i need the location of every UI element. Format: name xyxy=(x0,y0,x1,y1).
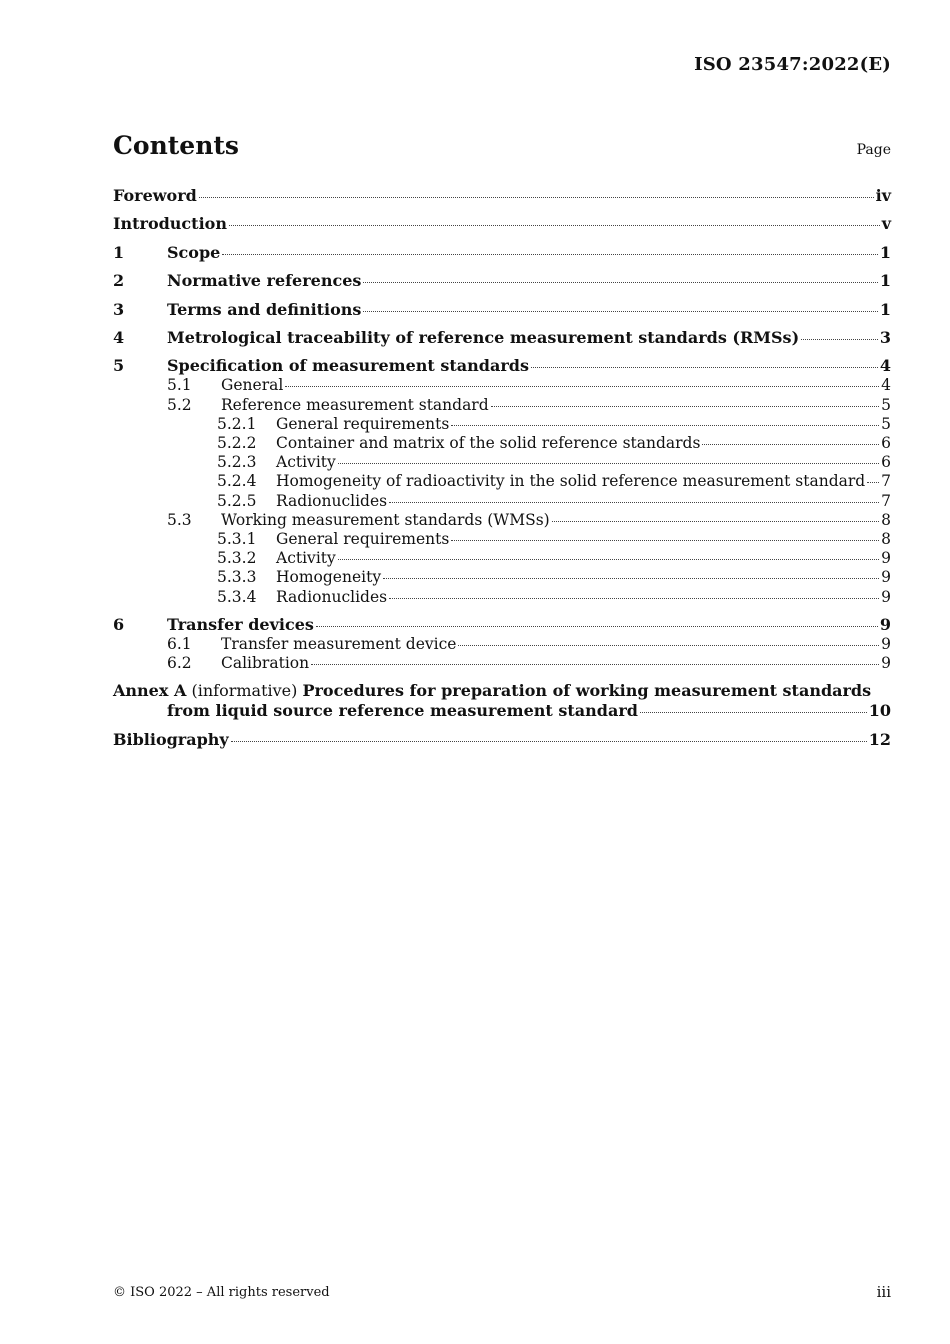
document-id: ISO 23547:2022(E) xyxy=(694,54,891,75)
toc-entry[interactable] xyxy=(113,654,891,673)
toc-entry-number: 4 xyxy=(113,327,125,347)
dot-leader xyxy=(338,463,879,464)
toc-entry-text: Foreword xyxy=(113,186,197,205)
toc-entry-annex-a[interactable] xyxy=(113,681,891,722)
dot-leader xyxy=(338,559,879,560)
dot-leader xyxy=(316,626,878,627)
toc-entry-number: 3 xyxy=(113,299,125,319)
toc-entry-number: 5.2.2 xyxy=(217,433,257,452)
toc-entry[interactable] xyxy=(113,299,891,320)
toc-entry-text: Transfer devices xyxy=(167,615,314,635)
toc-entry-number: 5.1 xyxy=(167,376,192,395)
toc-entry[interactable] xyxy=(113,376,891,395)
toc-entry-page: 4 xyxy=(881,376,891,395)
toc-entry[interactable] xyxy=(113,472,891,491)
toc-entry-page: 1 xyxy=(879,271,891,291)
toc-entry-page: 6 xyxy=(881,433,891,452)
toc-entry-text: Homogeneity of radioactivity in the solid reference measurement standard xyxy=(276,472,866,491)
footer-copyright: © ISO 2022 – All rights reserved xyxy=(113,1285,330,1300)
toc-entry-number: 5.2.4 xyxy=(217,472,257,491)
dot-leader xyxy=(640,712,867,713)
toc-entries xyxy=(113,185,891,674)
annex-label: Annex A xyxy=(113,680,187,700)
toc-entry-number: 6.2 xyxy=(167,654,192,673)
toc-entry-number: 1 xyxy=(113,242,125,262)
toc-entry-text: Container and matrix of the solid reference standards xyxy=(276,433,701,452)
toc-entry[interactable] xyxy=(113,511,891,530)
toc-entry-page: 9 xyxy=(881,549,891,568)
toc-entry-page: 9 xyxy=(881,568,891,587)
toc-entry-text: General xyxy=(221,376,284,395)
toc-entry[interactable] xyxy=(113,327,891,348)
toc-entry-text: Radionuclides xyxy=(276,587,388,606)
dot-leader xyxy=(389,502,879,503)
toc-entry-text: Reference measurement standard xyxy=(221,395,489,414)
toc-entry[interactable] xyxy=(113,530,891,549)
toc-entry[interactable] xyxy=(113,396,891,415)
annex-title-line1: Procedures for preparation of working measurement standards xyxy=(302,680,872,700)
dot-leader xyxy=(491,406,879,407)
toc-entry[interactable] xyxy=(113,242,891,263)
toc-entry-text: Radionuclides xyxy=(276,491,388,510)
toc-entry-page: 9 xyxy=(879,615,891,635)
dot-leader xyxy=(363,282,877,283)
toc-entry-page: v xyxy=(881,214,891,234)
dot-leader xyxy=(801,339,878,340)
toc-entry[interactable] xyxy=(113,635,891,654)
dot-leader xyxy=(389,598,879,599)
toc-entry[interactable] xyxy=(113,434,891,453)
toc-entry-text: Working measurement standards (WMSs) xyxy=(221,510,550,529)
toc-entry-page: 8 xyxy=(881,510,891,529)
toc-entry-number: 6.1 xyxy=(167,635,192,654)
dot-leader xyxy=(867,482,879,483)
dot-leader xyxy=(451,425,879,426)
annex-title-line2: from liquid source reference measurement standard xyxy=(167,701,638,721)
toc-entry-number: 2 xyxy=(113,271,125,291)
toc-entry[interactable] xyxy=(113,270,891,291)
toc-entry-text: Scope xyxy=(167,242,221,262)
toc-entry-page: 5 xyxy=(881,414,891,433)
toc-entry[interactable] xyxy=(113,453,891,472)
toc-entry-text: Transfer measurement device xyxy=(221,635,457,654)
toc-entry-text: Terms and definitions xyxy=(167,299,362,319)
footer-page-number: iii xyxy=(876,1283,891,1301)
toc-entry-page: 1 xyxy=(879,299,891,319)
dot-leader xyxy=(231,741,867,742)
toc-entry[interactable] xyxy=(113,614,891,635)
toc-entry-bibliography[interactable] xyxy=(113,729,891,750)
toc-entry-text: Activity xyxy=(276,453,336,472)
toc-entry-number: 5.3.1 xyxy=(217,529,257,548)
toc-entry-text: General requirements xyxy=(276,414,450,433)
toc-entry[interactable] xyxy=(113,492,891,511)
toc-entry-number: 5 xyxy=(113,356,125,376)
annex-qualifier: (informative) xyxy=(191,680,298,700)
dot-leader xyxy=(458,645,879,646)
dot-leader xyxy=(702,444,879,445)
toc-entry-text: Bibliography xyxy=(113,730,229,750)
toc-entry-page: 6 xyxy=(881,453,891,472)
page-column-label: Page xyxy=(856,142,891,158)
toc-entry-page: 9 xyxy=(881,654,891,673)
page-title: Contents xyxy=(113,131,240,160)
toc-entry-page: 8 xyxy=(881,529,891,548)
toc-entry[interactable] xyxy=(113,355,891,376)
toc-entry-page: 7 xyxy=(881,472,891,491)
toc-entry-text: Normative references xyxy=(167,271,362,291)
dot-leader xyxy=(285,386,879,387)
toc-entry[interactable] xyxy=(113,588,891,607)
toc-entry-page: 5 xyxy=(881,395,891,414)
toc-entry-text: Activity xyxy=(276,549,336,568)
toc-entry-number: 5.3.3 xyxy=(217,568,257,587)
toc-entry-page: 3 xyxy=(879,327,891,347)
toc-entry-text: Homogeneity xyxy=(276,568,382,587)
toc-entry[interactable] xyxy=(113,415,891,434)
toc-entry[interactable] xyxy=(113,549,891,568)
toc-entry-number: 5.2 xyxy=(167,395,192,414)
toc-entry-number: 5.2.3 xyxy=(217,453,257,472)
toc-entry-number: 5.3 xyxy=(167,510,192,529)
toc-entry-text: Specification of measurement standards xyxy=(167,356,529,376)
dot-leader xyxy=(531,367,878,368)
toc-entry-number: 5.3.2 xyxy=(217,549,257,568)
toc-entry-page: iv xyxy=(875,186,891,205)
toc-entry-text: Introduction xyxy=(113,214,227,234)
toc-entry-number: 5.3.4 xyxy=(217,587,257,606)
dot-leader xyxy=(383,578,879,579)
toc-entry-page: 4 xyxy=(879,356,891,376)
toc-entry[interactable] xyxy=(113,185,891,206)
toc-entry-text: Metrological traceability of reference measurement standards (RMSs) xyxy=(167,327,800,347)
dot-leader xyxy=(363,311,877,312)
toc-entry[interactable] xyxy=(113,213,891,234)
dot-leader xyxy=(311,664,879,665)
annex-page-number: 10 xyxy=(868,701,891,721)
toc-entry-text: Calibration xyxy=(221,654,310,673)
dot-leader xyxy=(451,540,879,541)
toc-entry-page: 1 xyxy=(879,242,891,262)
dot-leader xyxy=(229,225,880,226)
toc-entry-page: 9 xyxy=(881,635,891,654)
table-of-contents xyxy=(113,183,891,750)
toc-entry-text: General requirements xyxy=(276,529,450,548)
toc-entry-number: 5.2.1 xyxy=(217,414,257,433)
toc-entry-number: 5.2.5 xyxy=(217,491,257,510)
toc-entry-page: 7 xyxy=(881,491,891,510)
toc-entry-page: 12 xyxy=(868,730,891,750)
dot-leader xyxy=(199,197,874,198)
toc-entry-number: 6 xyxy=(113,615,125,635)
toc-entry-page: 9 xyxy=(881,587,891,606)
dot-leader xyxy=(552,521,879,522)
dot-leader xyxy=(222,254,878,255)
toc-entry[interactable] xyxy=(113,568,891,587)
